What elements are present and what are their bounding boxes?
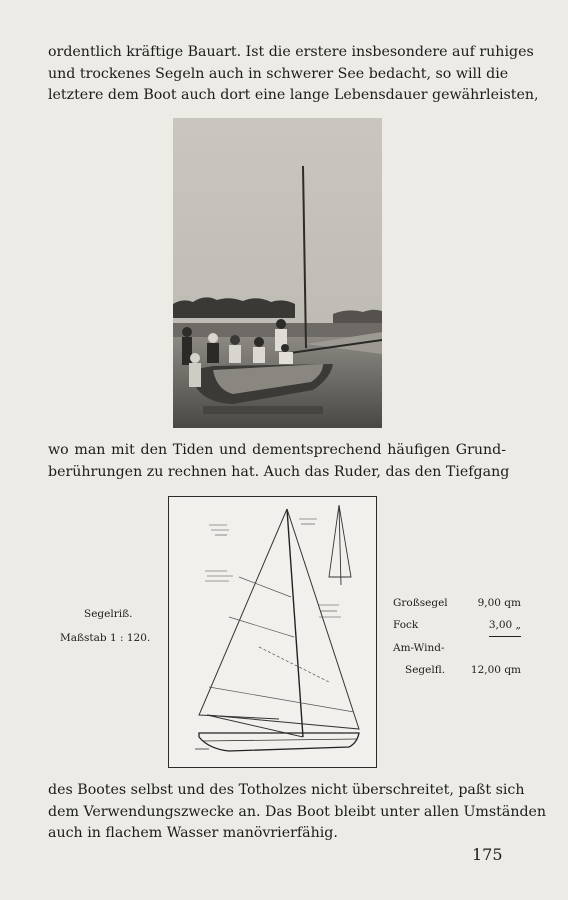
paragraph-top xyxy=(48,42,539,107)
spec-row xyxy=(393,637,521,659)
spec-row xyxy=(393,614,521,637)
figure-caption-scale: Maßstab 1 : 120. xyxy=(60,632,151,644)
paragraph-bottom xyxy=(48,780,547,845)
text-line: dem Verwendungszwecke an. Das Boot bleibt unter allen Umständen xyxy=(48,803,547,820)
text-line: des Bootes selbst und des Totholzes nicht überschreitet, paßt sich xyxy=(48,782,525,798)
spec-value: 9,00 qm xyxy=(477,597,521,609)
sailboat-photo xyxy=(173,118,382,428)
spec-row xyxy=(393,659,521,681)
figure-caption-title: Segelriß. xyxy=(84,608,133,620)
text-line: auch in flachem Wasser manövrierfähig. xyxy=(48,825,338,841)
sailboat-photo-image xyxy=(173,118,382,428)
spec-label: Großsegel xyxy=(393,597,448,609)
sail-area-specs xyxy=(393,592,521,681)
text-line: berührungen zu rechnen hat. Auch das Ruder, das den Tiefgang xyxy=(48,463,510,480)
sail-plan-svg xyxy=(169,497,376,767)
spec-label: Segelfl. xyxy=(405,664,446,676)
page-number: 175 xyxy=(472,845,503,864)
spec-value: 3,00 „ xyxy=(489,614,521,637)
spec-label: Am-Wind- xyxy=(393,642,445,654)
spec-row xyxy=(393,592,521,614)
text-line: und trockenes Segeln auch in schwerer See bedacht, so will die xyxy=(48,65,509,82)
text-line: letztere dem Boot auch dort eine lange Lebensdauer gewährleisten, xyxy=(48,87,539,103)
text-line: ordentlich kräftige Bauart. Ist die erstere insbesondere auf ruhiges xyxy=(48,44,534,60)
text-line: wo man mit den Tiden und dementsprechend häufigen Grund- xyxy=(48,442,506,458)
spec-label: Fock xyxy=(393,619,419,631)
sail-plan-drawing xyxy=(168,496,377,768)
spec-value: 12,00 qm xyxy=(470,664,521,676)
paragraph-middle xyxy=(48,440,510,483)
